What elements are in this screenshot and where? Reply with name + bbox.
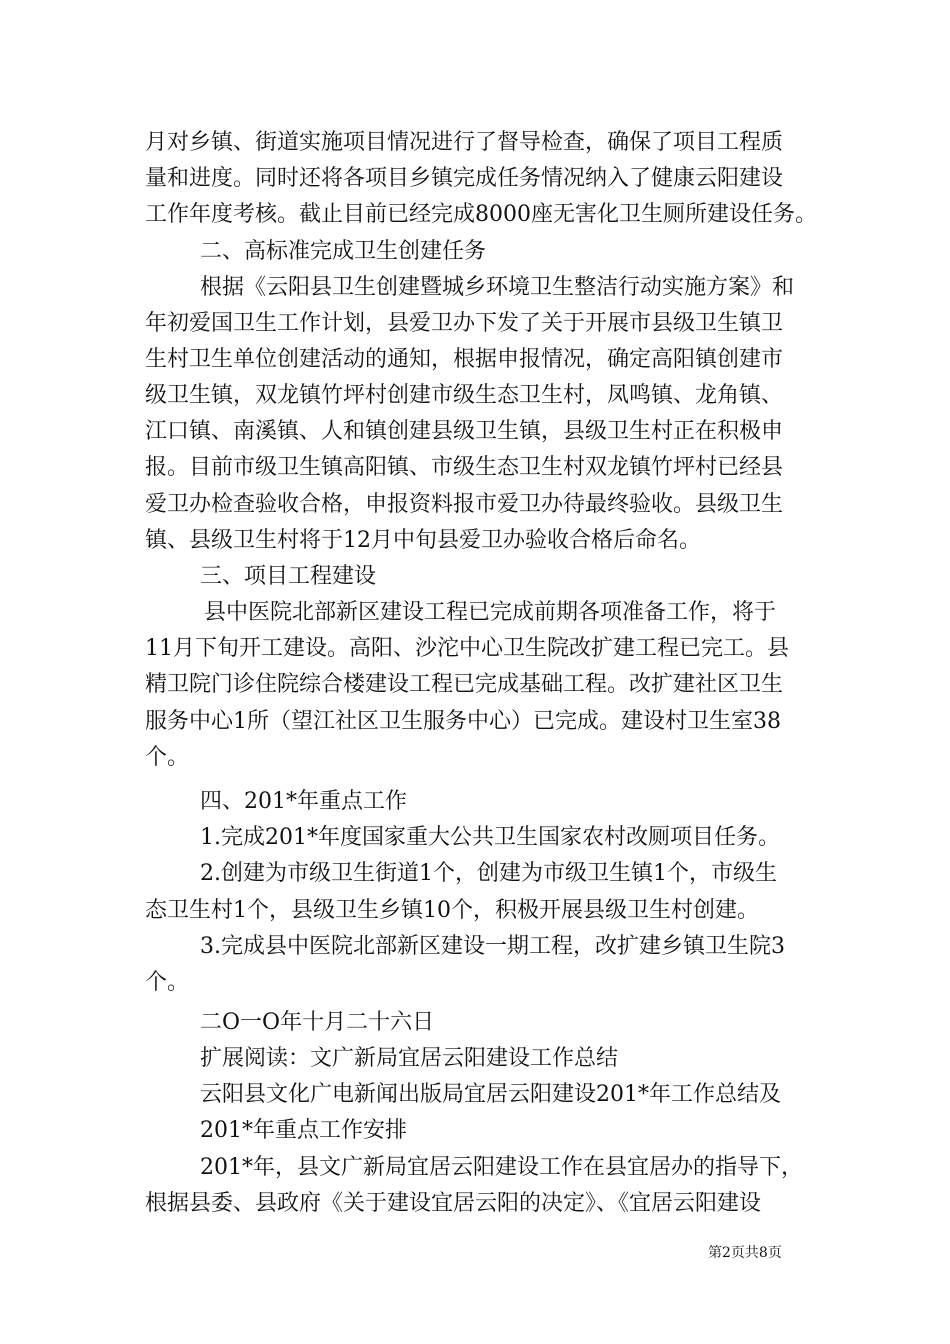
body-text-line: 态卫生村1个，县级卫生乡镇10个，积极开展县级卫生村创建。 [145,898,759,923]
body-text-line: 云阳县文化广电新闻出版局宜居云阳建设201*年工作总结及 [200,1082,781,1107]
body-text-line: 爱卫办检查验收合格，申报资料报市爱卫办待最终验收。县级卫生 [145,492,784,517]
body-text-line: 11月下旬开工建设。高阳、沙沱中心卫生院改扩建工程已完工。县 [145,636,789,661]
body-text-line: 报。目前市级卫生镇高阳镇、市级生态卫生村双龙镇竹坪村已经县 [145,455,784,480]
section-heading: 三、项目工程建设 [200,564,377,589]
body-text-line: 量和进度。同时还将各项目乡镇完成任务情况纳入了健康云阳建设 [145,166,784,191]
list-item: 2.创建为市级卫生街道1个，创建为市级卫生镇1个，市级生 [200,861,777,886]
body-text-line: 精卫院门诊住院综合楼建设工程已完成基础工程。改扩建社区卫生 [145,672,784,697]
body-text-line: 年初爱国卫生工作计划，县爱卫办下发了关于开展市县级卫生镇卫 [145,311,784,336]
date-line: 二O一O年十月二十六日 [200,1010,435,1035]
body-text-line: 镇、县级卫生村将于12月中旬县爱卫办验收合格后命名。 [145,528,701,553]
body-text-line: 县中医院北部新区建设工程已完成前期各项准备工作，将于 [204,600,777,625]
extended-reading-title: 扩展阅读：文广新局宜居云阳建设工作总结 [200,1046,619,1071]
list-item: 1.完成201*年度国家重大公共卫生国家农村改厕项目任务。 [200,825,780,850]
body-text-line: 201*年重点工作安排 [200,1118,407,1143]
body-text-line: 月对乡镇、街道实施项目情况进行了督导检查，确保了项目工程质 [145,130,784,155]
section-heading: 二、高标准完成卫生创建任务 [200,239,487,264]
body-text-line: 个。 [145,745,190,770]
body-text-line: 级卫生镇，双龙镇竹坪村创建市级生态卫生村，凤鸣镇、龙角镇、 [145,383,784,408]
body-text-line: 个。 [145,970,190,995]
body-text-line: 根据县委、县政府《关于建设宜居云阳的决定》、《宜居云阳建设 [145,1191,762,1216]
list-item: 3.完成县中医院北部新区建设一期工程，改扩建乡镇卫生院3 [200,934,785,959]
body-text-line: 工作年度考核。截止目前已经完成8000座无害化卫生厕所建设任务。 [145,202,817,227]
body-text-line: 生村卫生单位创建活动的通知，根据申报情况，确定高阳镇创建市 [145,347,784,372]
body-text-line: 201*年，县文广新局宜居云阳建设工作在县宜居办的指导下， [200,1155,803,1180]
body-text-line: 根据《云阳县卫生创建暨城乡环境卫生整洁行动实施方案》和 [200,275,795,300]
body-text-line: 江口镇、南溪镇、人和镇创建县级卫生镇，县级卫生村正在积极申 [145,419,784,444]
body-text-line: 服务中心1所（望江社区卫生服务中心）已完成。建设村卫生室38 [145,709,781,734]
section-heading: 四、201*年重点工作 [200,789,407,814]
page-number: 第2页共8页 [708,1245,782,1261]
